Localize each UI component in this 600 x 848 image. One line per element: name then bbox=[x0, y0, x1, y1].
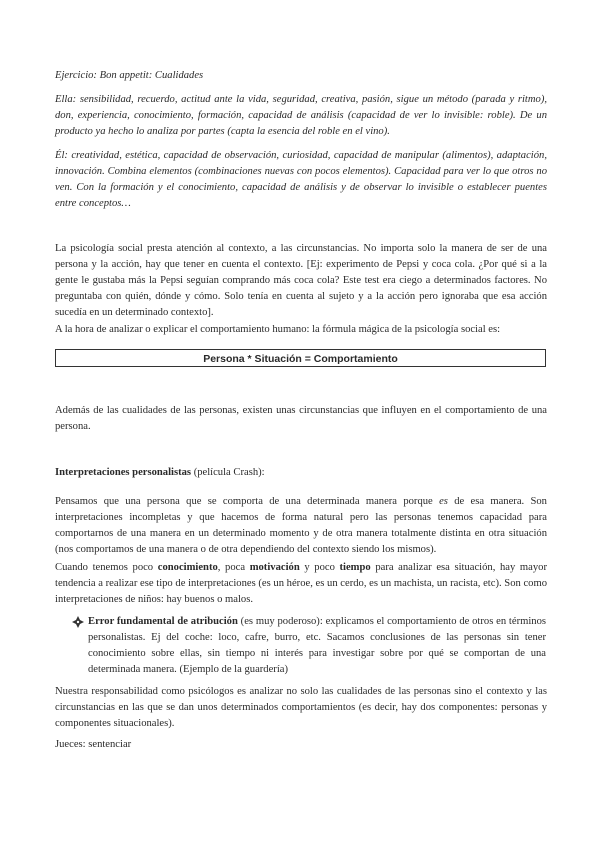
paragraph-responsibility: Nuestra responsabilidad como psicólogos es analizar no solo las cualidades de las personas sino el contexto y las circunstancias en las que se dan unos determinados comportamientos (es decir, hay dos componentes: personas y componentes situacionales). bbox=[55, 686, 547, 729]
section-heading-rest: (película Crash): bbox=[191, 467, 265, 478]
formula-box: Persona * Situación = Comportamiento bbox=[55, 349, 546, 367]
bullet-item bbox=[72, 614, 546, 678]
exercise-block bbox=[55, 68, 547, 212]
section-heading-bold: Interpretaciones personalistas bbox=[55, 467, 192, 478]
exercise-ella: Ella: sensibilidad, recuerdo, actitud ante la vida, seguridad, creativa, pasión, sigue un método (parada y ritmo), don, experiencia, conocimiento, formación, capacidad de análisis (capacidad de ver lo invisible: roble). De un producto ya hecho lo analiza por partes (capta la esencia del roble en el vino). bbox=[55, 94, 547, 137]
paragraph-circumstances: Además de las cualidades de las personas, existen unas circunstancias que influyen en el comportamiento de una persona. bbox=[55, 405, 547, 432]
exercise-title: Ejercicio: Bon appetit: Cualidades bbox=[55, 70, 204, 81]
section-heading bbox=[55, 465, 547, 481]
paragraph-personalist: Pensamos que una persona que se comporta de una determinada manera porque es de esa manera. Son interpretaciones incompletas y que hacemos de forma natural pero las personas tenemos capacidad para comportarnos de una manera en un determinado momento y de otra manera totalmente distinta en otra situación (nos comportamos de una manera o de otra dependiendo del contexto siendo los mismos). bbox=[55, 496, 547, 555]
paragraph-context: La psicología social presta atención al contexto, a las circunstancias. No importa solo la manera de ser de una persona y la acción, hay que tener en cuenta el contexto. [Ej: experimento de Pepsi y coca cola. ¿Por qué si a la gente le gustaba más la Pepsi seguían comprando más coca cola? Este test era ciego a determinados factores. No preguntaba con quién, dónde y cómo. Solo tenía en cuenta al sujeto y a la acción pero ignoraba que esa acción sucedía en un determinado contexto]. bbox=[55, 243, 547, 318]
bullet-text: Error fundamental de atribución (es muy poderoso): explicamos el comportamiento de otros en términos personalistas. Ej del coche: loco, cafre, burro, etc. Sacamos conclusiones de las personas sin tener conocimiento sobre ellas, sin tiempo ni interés para investigar sobre por qué se comportan de una determinada manera. (Ejemplo de la guardería) bbox=[88, 616, 546, 675]
paragraph-judges: Jueces: sentenciar bbox=[55, 739, 132, 750]
paragraph-factors: Cuando tenemos poco conocimiento, poca motivación y poco tiempo para analizar esa situación, hay mayor tendencia a realizar ese tipo de interpretaciones (es un héroe, es un cerdo, es un machista, un racista, etc). Son como interpretaciones de niños: hay buenos o malos. bbox=[55, 562, 547, 605]
exercise-el: Él: creatividad, estética, capacidad de observación, curiosidad, capacidad de manipular (alimentos), adaptación, innovación. Combina elementos (combinaciones nuevas con pocos elementos). Capacidad para ver lo que otros no ven. Con la formación y el conocimiento, capacidad de análisis y de observar lo invisible o establecer puentes entre conceptos… bbox=[55, 150, 547, 209]
paragraph-formula-intro: A la hora de analizar o explicar el comportamiento humano: la fórmula mágica de la psicología social es: bbox=[55, 324, 501, 335]
emphasis-es: es bbox=[439, 496, 448, 507]
diamond-bullet-icon bbox=[72, 616, 84, 628]
